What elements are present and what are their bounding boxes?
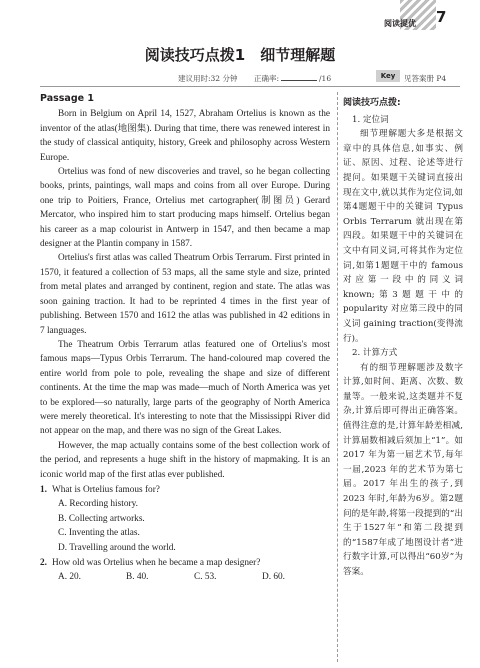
question-text: How old was Ortelius when he became a map designer? xyxy=(52,558,261,568)
paragraph-3: Ortelius's first atlas was called Theatrum Orbis Terrarum. First printed in 1570, it featured a collection of 53 maps, all the same style and size, printed from metal plates and arranged by continent, region and state. The atlas was soon gaining traction. It had to be reprinted 4 times in the first year of publishing. Between 1570 and 1612 the atlas was published in 42 editions in 7 languages. xyxy=(40,253,330,336)
paragraph-4: The Theatrum Orbis Terrarum atlas featured one of Ortelius's most famous maps—Typus Orbis Terrarum. The hand-coloured map covered the entire world from pole to pole, revealing the shape and size of different continents. At the time the map was made—much of North America was yet to be explored—so naturally, large parts of the geography of North America were merely theoretical. It's interesting to note that the Mississippi River did not appear on the map, and there was no sign of the Great Lakes. xyxy=(40,339,330,437)
page-title: 阅读技巧点拨1 细节理解题 xyxy=(144,46,336,64)
key-badge: Key xyxy=(376,70,400,82)
header-rule xyxy=(40,86,460,87)
question-1 xyxy=(40,483,330,497)
question-number: 2. xyxy=(40,558,47,568)
paragraph-2: Ortelius was fond of new discoveries and travel, so he began collecting books, prints, paintings, wall maps and coins from all over Europe. During one trip to Poitiers, France, Ortelius met cartographer(制图员) Gerard Mercator, who inspired him to start producing maps himself. Ortelius began his career as a map colourist in Antwerp in 1547, and then became a map designer at the Plantin company in 1587. xyxy=(40,167,330,250)
tip-2-title: 2. 计算方式 xyxy=(352,348,398,359)
tip-1-body: 细节理解题大多是根据文章中的具体信息,如事实、例证、原因、过程、论述等进行提问。如果题干关键词直接出现在文中,就以其作为定位词,如第4题题干中的关键词 Typus Orbis Terrarum 就出现在第四段。如果题干中的关键词在文中有同义词,可将其作为定位词,如第1题题干中的 famous 对应第一段中的同义词 known;第3题题干中的 popularity 对应第三段中的同义词 gaining traction(变得流行)。 xyxy=(343,129,463,344)
page-number: 7 xyxy=(436,8,447,26)
section-label: 阅读提优 xyxy=(384,19,416,28)
question-2 xyxy=(40,556,330,570)
option-2b[interactable]: B. 40. xyxy=(126,572,149,583)
option-1a[interactable]: A. Recording history. xyxy=(58,499,138,510)
tips-sidebar xyxy=(343,96,463,580)
accuracy-total: /16 xyxy=(319,74,332,83)
column-divider xyxy=(337,92,338,662)
option-1c[interactable]: C. Inventing the atlas. xyxy=(58,528,140,539)
accuracy-label: 正确率: xyxy=(254,74,280,83)
option-2c[interactable]: C. 53. xyxy=(194,572,217,583)
options-row-2 xyxy=(40,570,330,584)
option-2a[interactable]: A. 20. xyxy=(58,572,81,583)
passage-column xyxy=(40,92,330,585)
option-1b[interactable]: B. Collecting artworks. xyxy=(58,513,145,524)
tips-heading: 阅读技巧点拨: xyxy=(343,98,401,108)
paragraph-5: However, the map actually contains some of the best collection work of the period, and represents a huge shift in the history of mapmaking. It is an iconic world map of the first atlas ever published. xyxy=(40,440,330,480)
passage-heading: Passage 1 xyxy=(40,93,94,104)
paragraph-1: Born in Belgium on April 14, 1527, Abraham Ortelius is known as the inventor of the atlas(地图集). During that time, there was renewed interest in the study of classical antiquity, history, Greek and philosophy across Western Europe. xyxy=(40,109,330,163)
question-number: 1. xyxy=(40,484,47,495)
option-1d[interactable]: D. Travelling around the world. xyxy=(58,542,176,553)
key-reference: 见答案册 P4 xyxy=(404,74,447,83)
question-text: What is Ortelius famous for? xyxy=(52,484,160,495)
accuracy-field xyxy=(254,73,331,84)
accuracy-blank[interactable] xyxy=(281,80,317,81)
option-2d[interactable]: D. 60. xyxy=(262,572,285,583)
suggested-time: 建议用时:32 分钟 xyxy=(178,74,238,83)
tip-2-body: 有的细节理解题涉及数字计算,如时间、距离、次数、数量等。一般来说,这类题并不复杂,计算后即可得出正确答案。值得注意的是,计算年龄差相减,计算届数相减后须加上“1”。如 2017 年为第一届艺术节,每年一届,2023 年的艺术节为第七届。2017 年出生的孩子,到 2023 年时,年龄为6岁。第2题问的是年龄,将第一段提到的“出生于1527年”和第二段提到的“1587年成了地图设计者”进行数字计算,可以得出“60岁”为答案。 xyxy=(343,362,463,577)
tip-1-title: 1. 定位词 xyxy=(352,114,389,125)
